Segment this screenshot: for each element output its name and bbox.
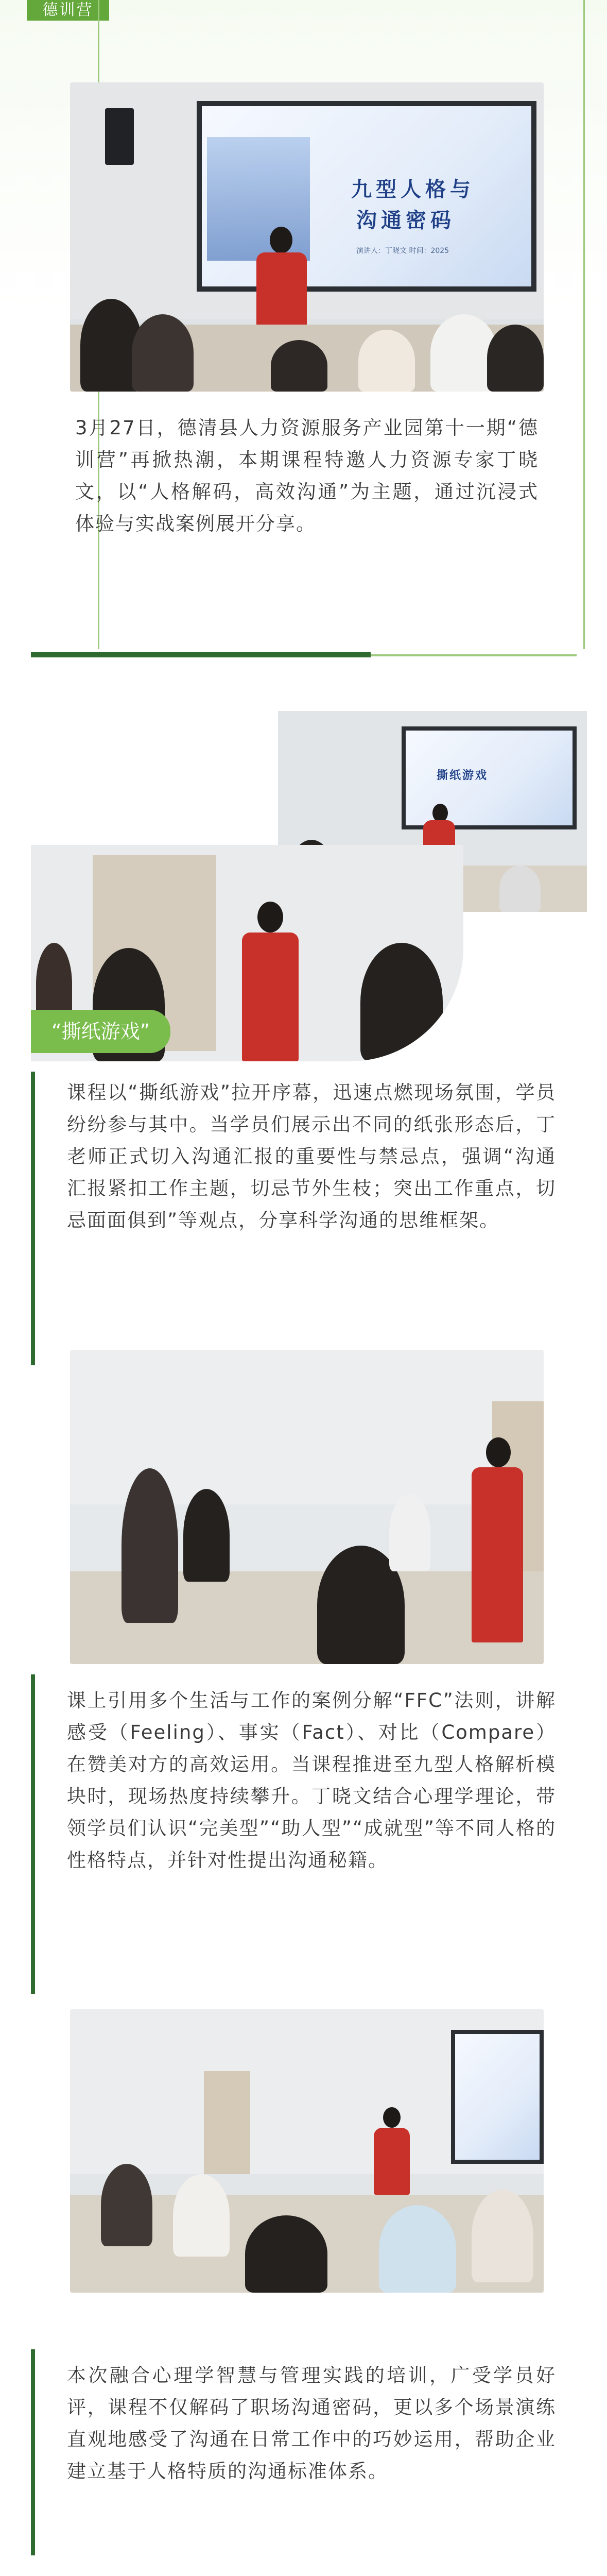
- screen-title-line1: 九型人格与: [351, 177, 475, 201]
- speaker-head: [486, 1437, 511, 1467]
- speaker-head: [432, 804, 448, 822]
- paragraph-accent-line: [31, 2349, 35, 2555]
- audience-member: [245, 2215, 327, 2293]
- paragraph-accent-line: [31, 1072, 35, 1365]
- section3-paragraph: 课上引用多个生活与工作的案例分解“FFC”法则，讲解感受（Feeling）、事实（Fact）、对比（Compare）在赞美对方的高效运用。当课程推进至九型人格解析模块时，现场热度持续攀升。丁晓文结合心理学理论，带领学员们认识“完美型”“助人型”“成就型”等不同人格的性格特点，并针对性提出沟通秘籍。: [67, 1689, 556, 1871]
- projection-screen: [451, 2030, 544, 2164]
- audience-member: [271, 340, 327, 392]
- audience-member: [360, 943, 443, 1061]
- audience-member: [389, 1494, 430, 1571]
- audience-member: [487, 325, 544, 392]
- screen-subtitle: 演讲人：丁晓文 时间：2025: [356, 247, 449, 255]
- photo-classroom: [70, 1350, 544, 1664]
- section1-paragraph: 3月27日，德清县人力资源服务产业园第十一期“德训营”再掀热潮，本期课程特邀人力资源专家丁晓文，以“人格解码，高效沟通”为主题，通过沉浸式体验与实战案例展开分享。: [75, 417, 539, 535]
- section4-paragraph: 本次融合心理学智慧与管理实践的培训，广受学员好评，课程不仅解码了职场沟通密码，更以多个场景演练直观地感受了沟通在日常工作中的巧妙运用，帮助企业建立基于人格特质的沟通标准体系。: [67, 2364, 556, 2482]
- section2-paragraph: 课程以“撕纸游戏”拉开序幕，迅速点燃现场氛围，学员纷纷参与其中。当学员们展示出不同的纸张形态后，丁老师正式切入沟通汇报的重要性与禁忌点，强调“沟通汇报紧扣工作主题，切忌节外生枝；突出工作重点，切忌面面俱到”等观点，分享科学沟通的思维框架。: [67, 1081, 556, 1231]
- speaker-body: [472, 1467, 523, 1642]
- section-divider-dark: [31, 652, 371, 657]
- section-divider-light: [371, 654, 577, 656]
- audience-member: [358, 330, 415, 392]
- game-badge: “撕纸游戏”: [31, 1010, 170, 1053]
- audience-member: [379, 2205, 456, 2293]
- city-graphic: [207, 137, 310, 261]
- speaker-head: [257, 902, 283, 933]
- audience-member: [183, 1489, 230, 1582]
- audience-member: [132, 314, 194, 392]
- projection-screen: [197, 101, 536, 292]
- audience-member: [101, 2164, 152, 2246]
- door: [204, 2071, 250, 2174]
- photo-training-room: [70, 2009, 544, 2293]
- speaker-body: [242, 933, 299, 1061]
- screen-title: 撕纸游戏: [437, 769, 489, 782]
- audience-member: [122, 1468, 178, 1623]
- speaker-box: [105, 108, 134, 165]
- photo-lecture-hall: [70, 82, 544, 392]
- audience-member: [173, 2174, 230, 2257]
- screen-title-line2: 沟通密码: [356, 208, 455, 232]
- audience-member: [472, 2190, 533, 2282]
- audience-member: [499, 866, 541, 912]
- speaker-head: [383, 2107, 401, 2128]
- speaker-body: [374, 2128, 410, 2195]
- paragraph-accent-line: [31, 1674, 35, 1994]
- header-tag: 德训营: [27, 0, 109, 21]
- projection-screen: [402, 726, 577, 829]
- speaker-head: [270, 227, 292, 253]
